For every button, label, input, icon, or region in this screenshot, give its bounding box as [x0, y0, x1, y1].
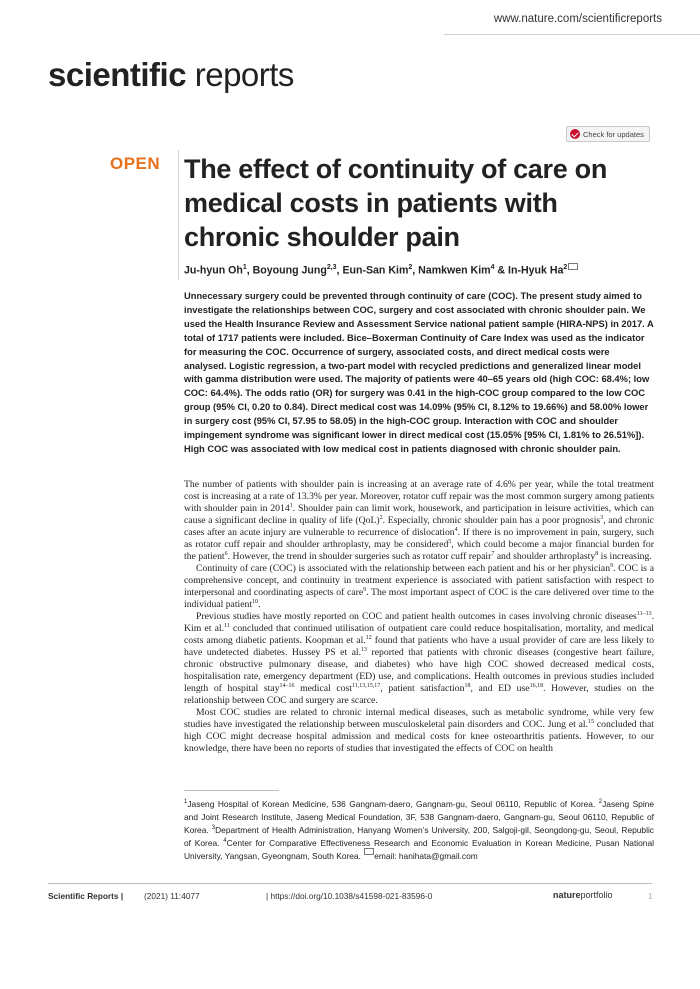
footer-divider	[48, 883, 652, 884]
body-text: . COC is a comprehensive concept, and continuity in treatment experience is associated with patient satisfaction with respect to interpersonal and coordinating aspects of care	[184, 563, 654, 598]
affil-number: 1	[184, 799, 188, 806]
author-affil: 4	[490, 264, 495, 271]
footer-journal: Scientific Reports |	[48, 891, 124, 901]
citation[interactable]: 9	[610, 562, 614, 569]
citation[interactable]: 14–16	[279, 682, 295, 689]
journal-logo-bold: scientific	[48, 56, 187, 93]
body-text: , and ED use	[470, 683, 530, 694]
check-updates-icon	[570, 129, 580, 139]
page-number: 1	[648, 891, 653, 901]
body-paragraph	[184, 707, 654, 755]
body-text: medical cost	[294, 683, 352, 694]
email-icon[interactable]	[568, 263, 578, 270]
body-text: , patient satisfaction	[380, 683, 465, 694]
citation[interactable]: 12	[365, 634, 372, 641]
footer-doi-link[interactable]: | https://doi.org/10.1038/s41598-021-83596-0	[266, 891, 433, 901]
author-name[interactable]: Ju-hyun Oh	[184, 264, 243, 277]
body-text: concluded that high COC might decrease hospital admission and medical costs for knee osteoarthritis patients. However, to our knowledge, there have been no reports of studies that investigated the effects of COC on health	[184, 719, 654, 754]
affil-text: Department of Health Administration, Hanyang Women’s University, 200, Salgoji-gil, Seongdong-gu, Seoul, Republic of Korea.	[184, 824, 654, 848]
body-text: , and chronic cases after an acute injury are vulnerable to recurrence of dislocation	[184, 515, 654, 538]
body-text: Previous studies have mostly reported on COC and patient health outcomes in cases involving chronic diseases	[196, 611, 637, 622]
affil-number: 2	[598, 799, 603, 806]
body-text: concluded that continued utilisation of outpatient care could reduce hospitalisation, mortality, and medical costs among diabetic patients. Koopman et al.	[184, 623, 654, 646]
body-text: , which could become a major financial burden for the patient	[184, 539, 654, 562]
body-text: . Shoulder pain can limit work, housework, and participation in leisure activities, which can cause a significant decline in quality of life (QoL)	[184, 503, 654, 526]
citation[interactable]: 7	[491, 550, 495, 557]
journal-url[interactable]: www.nature.com/scientificreports	[493, 13, 662, 25]
check-for-updates-button[interactable]	[566, 126, 650, 142]
brand-light: portfolio	[580, 890, 613, 900]
citation[interactable]: 1	[289, 502, 293, 509]
body-text: . Kim et al.	[184, 611, 654, 634]
citation[interactable]: 6	[224, 550, 228, 557]
body-text: . If there is no improvement in pain, surgery, such as rotator cuff repair and shoulder arthroplasty, may be considered	[184, 527, 654, 550]
citation[interactable]: 18	[464, 682, 471, 689]
article-title: The effect of continuity of care on medical costs in patients with chronic shoulder pain	[184, 154, 608, 252]
body-text: The number of patients with shoulder pain is increasing at an average rate of 4.6% per year, while the total treatment cost is increasing at a rate of 13.3% per year. Moreover, rotator cuff repair was the most common surgery among patients with shoulder pain in 2014	[184, 479, 654, 514]
author-affil: 1	[242, 264, 247, 271]
article-body	[184, 479, 654, 755]
citation[interactable]: 13	[361, 646, 367, 653]
body-text: Most COC studies are related to chronic internal medical diseases, such as metabolic syndrome, while very few studies have investigated the relationship between musculoskeletal pain disorders and COC. Jung et al.	[184, 707, 654, 730]
author-list: Ju-hyun Oh$^1$, Boyoung Jung$^{2,3}$, Eun-San Kim$^2$, Namkwen Kim$^4$ & In-Hyuk Ha$^2$	[184, 264, 654, 277]
author-name[interactable]: Boyoung Jung	[252, 264, 327, 277]
citation[interactable]: 2	[379, 514, 383, 521]
footnote-divider	[184, 790, 279, 791]
citation[interactable]: 15	[588, 718, 595, 725]
affil-number: 3	[211, 825, 216, 832]
citation[interactable]: 16,18	[529, 682, 544, 689]
author-name[interactable]: Eun-San Kim	[342, 264, 409, 277]
citation[interactable]: 5	[448, 538, 452, 545]
body-paragraph	[184, 479, 654, 563]
body-paragraph	[184, 611, 654, 707]
citation[interactable]: 9	[363, 586, 367, 593]
body-text: reported that patients with chronic diseases (congestive heart failure, chronic obstructive pulmonary disease, and diabetes) who have high COC showed decreased medical costs, hospitalisation rate, emergency department (ED) use, and complications. Health outcomes in previous studies included length of hospital stay	[184, 647, 654, 694]
affiliations	[184, 798, 654, 863]
body-text: is increasing.	[598, 551, 652, 562]
body-text: Continuity of care (COC) is associated with the relationship between each patient and his or her physician	[196, 563, 611, 574]
affil-text: Jaseng Spine and Joint Research Institute, Jaseng Medical Foundation, 3F, 538 Gangnam-daero, Gangnam-gu, Seoul 06110, Republic of Korea.	[184, 799, 654, 835]
citation[interactable]: 3	[600, 514, 604, 521]
author-affil: 2	[563, 264, 568, 271]
journal-logo-light: reports	[186, 56, 294, 93]
citation[interactable]: 11–13	[636, 610, 652, 617]
body-text: . However, the trend in shoulder surgeries such as rotator cuff repair	[227, 551, 492, 562]
check-updates-label: Check for updates	[583, 129, 644, 139]
abstract: Unnecessary surgery could be prevented through continuity of care (COC). The present study aimed to investigate the relationships between COC, surgery and cost associated with chronic shoulder pain. We used the Health Insurance Review and Assessment Service national patient sample (HIRA-NPS) in 2017. A total of 1717 patients were included. Bice–Boxerman Continuity of Care Index was used as the indicator for measuring the COC. Occurrence of surgery, associated costs, and direct medical costs were analysed. Logistic regression, a two-part model with recycled predictions and generalized linear model with gamma distribution were used. The majority of patients were 40–65 years old (high COC: 68.4%; low COC: 64.4%). The odds ratio (OR) for surgery was 0.41 in the high-COC group compared to the low COC group (95% CI, 0.20 to 0.84). Direct medical cost was 14.09% (95% CI, 8.12% to 19.66%) and 58.00% lower in surgery cost (95% CI, 57.95 to 58.05) in the high-COC group. Interaction with COC and shoulder impingement syndrome was significant lower in direct medical cost (15.05% [95% CI, 1.81% to 26.51%]). High COC was associated with low medical cost in patients diagnosed with chronic shoulder pain.	[184, 291, 654, 454]
body-text: .	[258, 599, 261, 610]
body-paragraph	[184, 563, 654, 611]
footer-volume: (2021) 11:4077	[144, 891, 200, 901]
citation[interactable]: 10	[252, 598, 259, 605]
citation[interactable]: 8	[595, 550, 599, 557]
affil-text: Center for Comparative Effectiveness Research and Economic Evaluation in Korean Medicine, Pusan National University, Yangsan, Gyeongnam, South Korea.	[184, 837, 654, 861]
body-text: . The most important aspect of COC is the care delivered over time to the individual patient	[184, 587, 654, 610]
body-text: . Especially, chronic shoulder pain has a poor prognosis	[382, 515, 601, 526]
title-divider	[178, 150, 179, 280]
citation[interactable]: 4	[454, 526, 458, 533]
author-affil: 2	[408, 264, 413, 271]
citation[interactable]: 11,13,15,17	[351, 682, 381, 689]
author-affil: 2,3	[326, 264, 337, 271]
affil-number: 4	[223, 837, 227, 844]
affil-text: Jaseng Hospital of Korean Medicine, 536 Gangnam-daero, Gangnam-gu, Seoul 06110, Republic of Korea.	[187, 799, 599, 809]
brand-bold: nature	[553, 890, 581, 900]
header-divider	[444, 34, 700, 35]
author-name[interactable]: In-Hyuk Ha	[508, 264, 564, 277]
email-icon	[364, 848, 374, 855]
citation[interactable]: 11	[224, 622, 230, 629]
open-access-label: OPEN	[110, 154, 161, 173]
author-name[interactable]: Namkwen Kim	[418, 264, 491, 277]
body-text: found that patients who have a usual provider of care are less likely to have undetected diabetes. Hussey PS et al.	[184, 635, 654, 658]
body-text: and shoulder arthroplasty	[494, 551, 596, 562]
corresponding-email[interactable]: email: hanihata@gmail.com	[374, 850, 478, 861]
nature-portfolio-logo	[553, 890, 613, 900]
journal-logo	[48, 56, 294, 94]
body-text: . However, studies on the relationship between COC and surgery are scarce.	[184, 683, 654, 706]
